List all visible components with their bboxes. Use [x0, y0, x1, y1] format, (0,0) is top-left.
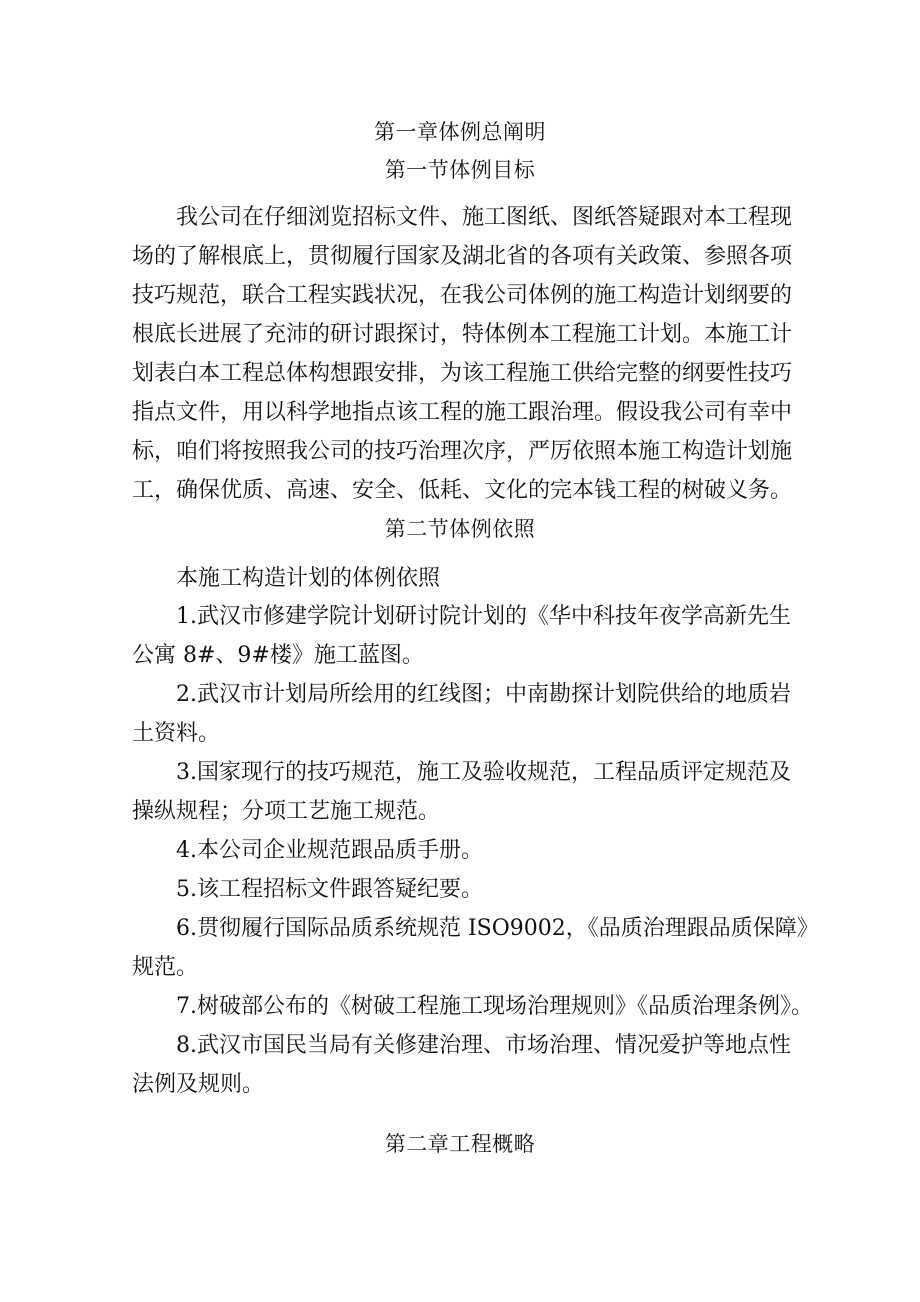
- paragraph-line: 我公司在仔细浏览招标文件、施工图纸、图纸答疑跟对本工程现: [176, 205, 793, 230]
- list-item-continuation: 法例及规则。: [132, 1072, 265, 1097]
- chapter-1-title: 第一章体例总阐明: [374, 120, 546, 144]
- list-item: 7.树破部公布的《树破工程施工现场治理规则》《品质治理条例》。: [176, 994, 813, 1019]
- paragraph-line: 标，咱们将按照我公司的技巧治理次序，严厉依照本施工构造计划施: [132, 439, 793, 464]
- list-item: 6.贯彻履行国际品质系统规范 ISO9002，《品质治理跟品质保障》: [176, 916, 819, 941]
- list-item-continuation: 操纵规程；分项工艺施工规范。: [132, 799, 441, 824]
- paragraph-line: 指点文件，用以科学地指点该工程的施工跟治理。假设我公司有幸中: [132, 400, 793, 425]
- chapter-2-title: 第二章工程概略: [384, 1132, 536, 1156]
- list-item: 8.武汉市国民当局有关修建治理、市场治理、情况爱护等地点性: [176, 1033, 791, 1058]
- section-1-title: 第一节体例目标: [384, 158, 536, 182]
- list-item: 2.武汉市计划局所绘用的红线图；中南勘探计划院供给的地质岩: [176, 682, 791, 707]
- list-item: 5.该工程招标文件跟答疑纪要。: [176, 877, 483, 902]
- paragraph-line: 技巧规范，联合工程实践状况，在我公司体例的施工构造计划纲要的: [132, 283, 793, 308]
- paragraph-line: 根底长进展了充沛的研讨跟探讨，特体例本工程施工计划。本施工计: [132, 322, 793, 347]
- paragraph-line: 划表白本工程总体构想跟安排，为该工程施工供给完整的纲要性技巧: [132, 361, 793, 386]
- list-item: 3.国家现行的技巧规范，施工及验收规范，工程品质评定规范及: [176, 760, 791, 785]
- list-item: 1.武汉市修建学院计划研讨院计划的《华中科技年夜学高新先生: [176, 604, 791, 629]
- list-item-continuation: 规范。: [132, 955, 199, 980]
- paragraph-line: 工，确保优质、高速、安全、低耗、文化的完本钱工程的树破义务。: [132, 478, 793, 503]
- basis-intro: 本施工构造计划的体例依照: [176, 566, 441, 591]
- list-item: 4.本公司企业规范跟品质手册。: [176, 838, 483, 863]
- list-item-continuation: 公寓 8#、9#楼》施工蓝图。: [132, 643, 424, 668]
- list-item-continuation: 土资料。: [132, 721, 221, 746]
- paragraph-line: 场的了解根底上，贯彻履行国家及湖北省的各项有关政策、参照各项: [132, 244, 793, 269]
- section-2-title: 第二节体例依照: [384, 517, 536, 541]
